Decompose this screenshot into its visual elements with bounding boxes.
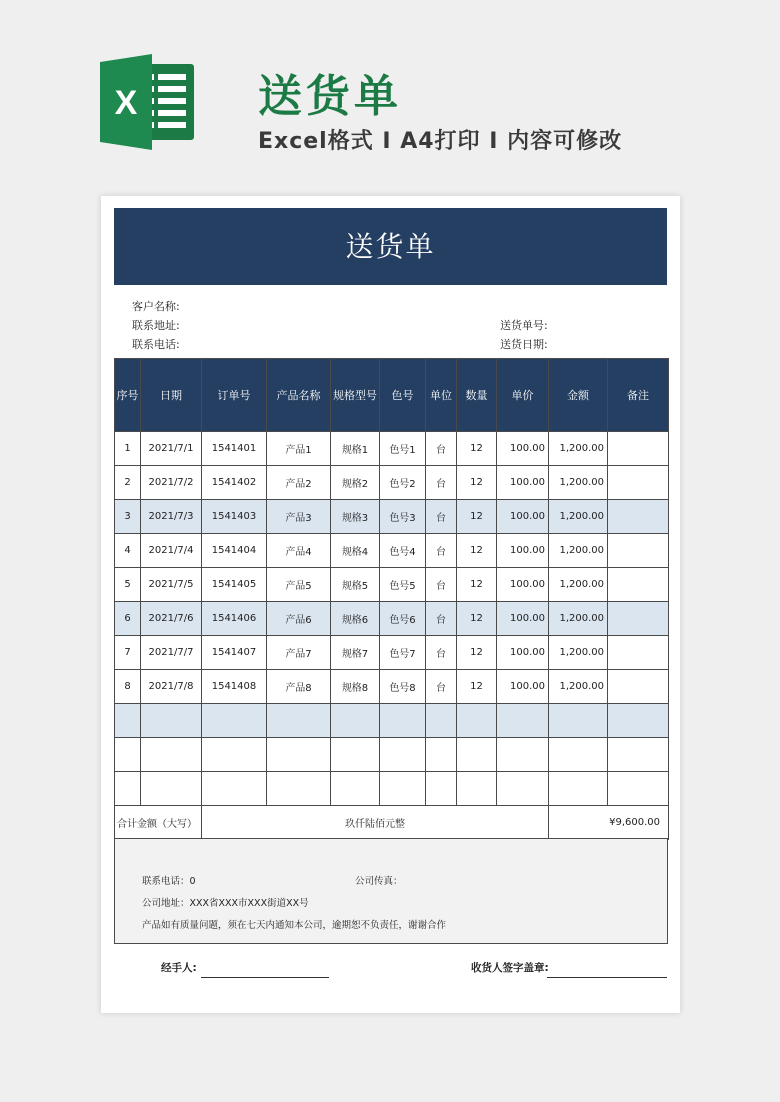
table-cell[interactable]: [608, 466, 669, 500]
table-cell[interactable]: [115, 704, 141, 738]
table-cell[interactable]: 4: [115, 534, 141, 568]
table-cell[interactable]: 1541405: [202, 568, 267, 602]
table-cell[interactable]: 产品1: [267, 432, 331, 466]
table-cell[interactable]: 产品8: [267, 670, 331, 704]
table-cell[interactable]: 规格3: [331, 500, 380, 534]
table-cell[interactable]: [497, 738, 549, 772]
table-cell[interactable]: 2021/7/3: [141, 500, 202, 534]
table-cell[interactable]: [426, 772, 457, 806]
table-cell[interactable]: 1541402: [202, 466, 267, 500]
customer-name-label: 客户名称:: [132, 300, 180, 313]
table-cell[interactable]: 12: [457, 636, 497, 670]
table-cell[interactable]: 5: [115, 568, 141, 602]
table-cell[interactable]: 1,200.00: [549, 670, 608, 704]
table-cell[interactable]: [267, 772, 331, 806]
column-header: 色号: [380, 359, 426, 432]
table-cell[interactable]: [267, 738, 331, 772]
table-cell[interactable]: 12: [457, 602, 497, 636]
table-cell[interactable]: 台: [426, 500, 457, 534]
table-cell[interactable]: 100.00: [497, 500, 549, 534]
table-cell[interactable]: 1541403: [202, 500, 267, 534]
table-cell[interactable]: 产品6: [267, 602, 331, 636]
table-row: [115, 568, 669, 602]
table-cell[interactable]: 100.00: [497, 534, 549, 568]
page-title: 送货单: [258, 71, 402, 122]
table-cell[interactable]: 1541401: [202, 432, 267, 466]
table-row: [115, 738, 669, 772]
table-row: [115, 602, 669, 636]
company-fax: 公司传真：: [355, 876, 403, 887]
table-cell[interactable]: 产品3: [267, 500, 331, 534]
column-header: 数量: [457, 359, 497, 432]
table-cell[interactable]: [380, 704, 426, 738]
table-cell[interactable]: [608, 738, 669, 772]
table-cell[interactable]: [497, 704, 549, 738]
table-cell[interactable]: 1541406: [202, 602, 267, 636]
table-cell[interactable]: [331, 738, 380, 772]
table-cell[interactable]: 3: [115, 500, 141, 534]
column-header: 规格型号: [331, 359, 380, 432]
company-info-box: [114, 838, 668, 944]
table-cell[interactable]: 2021/7/7: [141, 636, 202, 670]
table-cell[interactable]: [608, 568, 669, 602]
table-cell[interactable]: [608, 432, 669, 466]
table-cell[interactable]: [549, 704, 608, 738]
table-cell[interactable]: 台: [426, 670, 457, 704]
table-cell[interactable]: 1541408: [202, 670, 267, 704]
total-in-words: 玖仟陆佰元整: [202, 806, 549, 840]
company-phone: 联系电话：0: [142, 876, 196, 887]
table-cell[interactable]: 1541407: [202, 636, 267, 670]
table-cell[interactable]: 色号8: [380, 670, 426, 704]
table-row: [115, 534, 669, 568]
table-cell[interactable]: 产品2: [267, 466, 331, 500]
table-cell[interactable]: 2: [115, 466, 141, 500]
column-header: 单位: [426, 359, 457, 432]
excel-logo-icon: [100, 54, 198, 150]
table-cell[interactable]: [202, 738, 267, 772]
table-row: [115, 636, 669, 670]
table-cell[interactable]: 100.00: [497, 568, 549, 602]
table-cell[interactable]: 12: [457, 568, 497, 602]
table-cell[interactable]: 规格4: [331, 534, 380, 568]
logo-letter: X: [114, 84, 138, 122]
table-cell[interactable]: [457, 738, 497, 772]
column-header: 产品名称: [267, 359, 331, 432]
column-header: 订单号: [202, 359, 267, 432]
document-sheet: [101, 196, 680, 1013]
table-row: [115, 670, 669, 704]
table-cell[interactable]: 色号3: [380, 500, 426, 534]
page-subtitle: Excel格式 I A4打印 I 内容可修改: [258, 129, 623, 154]
company-address: 公司地址：XXX省XXX市XXX街道XX号: [142, 898, 309, 909]
table-cell[interactable]: 产品5: [267, 568, 331, 602]
table-cell[interactable]: 规格5: [331, 568, 380, 602]
table-cell[interactable]: [426, 704, 457, 738]
table-cell[interactable]: 100.00: [497, 432, 549, 466]
table-cell[interactable]: [608, 534, 669, 568]
phone-label: 联系电话:: [132, 338, 180, 351]
table-cell[interactable]: 色号7: [380, 636, 426, 670]
table-cell[interactable]: 1,200.00: [549, 432, 608, 466]
table-cell[interactable]: [115, 738, 141, 772]
table-cell[interactable]: 规格6: [331, 602, 380, 636]
table-cell[interactable]: [608, 500, 669, 534]
table-cell[interactable]: 12: [457, 500, 497, 534]
table-cell[interactable]: 色号6: [380, 602, 426, 636]
table-cell[interactable]: 1,200.00: [549, 500, 608, 534]
table-cell[interactable]: [380, 738, 426, 772]
column-header: 备注: [608, 359, 669, 432]
table-row: [115, 704, 669, 738]
table-cell[interactable]: 2021/7/5: [141, 568, 202, 602]
table-cell[interactable]: 规格2: [331, 466, 380, 500]
total-row: [115, 806, 669, 840]
order-no-label: 送货单号:: [500, 319, 548, 332]
table-row: [115, 466, 669, 500]
table-header-row: [115, 359, 669, 432]
address-label: 联系地址:: [132, 319, 180, 332]
table-cell[interactable]: 1,200.00: [549, 602, 608, 636]
table-cell[interactable]: 8: [115, 670, 141, 704]
table-cell[interactable]: 台: [426, 534, 457, 568]
table-cell[interactable]: [141, 704, 202, 738]
column-header: 日期: [141, 359, 202, 432]
receiver-label: 收货人签字盖章:: [471, 962, 549, 974]
table-cell[interactable]: [267, 704, 331, 738]
table-cell[interactable]: 6: [115, 602, 141, 636]
table-cell[interactable]: 产品7: [267, 636, 331, 670]
table-cell[interactable]: 100.00: [497, 466, 549, 500]
table-cell[interactable]: 1,200.00: [549, 534, 608, 568]
table-cell[interactable]: 色号1: [380, 432, 426, 466]
table-cell[interactable]: [426, 738, 457, 772]
table-cell[interactable]: [141, 738, 202, 772]
table-cell[interactable]: 1,200.00: [549, 568, 608, 602]
table-cell[interactable]: [115, 772, 141, 806]
table-cell[interactable]: 色号4: [380, 534, 426, 568]
sheet-banner-title: 送货单: [114, 208, 667, 285]
table-cell[interactable]: [457, 772, 497, 806]
column-header: 序号: [115, 359, 141, 432]
table-cell[interactable]: [549, 738, 608, 772]
table-cell[interactable]: 产品4: [267, 534, 331, 568]
column-header: 金额: [549, 359, 608, 432]
table-cell[interactable]: 1541404: [202, 534, 267, 568]
table-cell[interactable]: [380, 772, 426, 806]
table-cell[interactable]: 2021/7/1: [141, 432, 202, 466]
table-cell[interactable]: 台: [426, 602, 457, 636]
table-cell[interactable]: 7: [115, 636, 141, 670]
goods-table: [114, 358, 669, 840]
table-cell[interactable]: [549, 772, 608, 806]
table-row: [115, 500, 669, 534]
table-cell[interactable]: 台: [426, 466, 457, 500]
table-cell[interactable]: [141, 772, 202, 806]
table-cell[interactable]: [608, 670, 669, 704]
table-cell[interactable]: [608, 602, 669, 636]
table-cell[interactable]: 台: [426, 568, 457, 602]
table-cell[interactable]: [608, 772, 669, 806]
table-cell[interactable]: 2021/7/4: [141, 534, 202, 568]
table-row: [115, 432, 669, 466]
table-cell[interactable]: 12: [457, 432, 497, 466]
table-cell[interactable]: 100.00: [497, 636, 549, 670]
table-cell[interactable]: 台: [426, 636, 457, 670]
table-cell[interactable]: 1,200.00: [549, 466, 608, 500]
table-cell[interactable]: 100.00: [497, 670, 549, 704]
table-cell[interactable]: 色号5: [380, 568, 426, 602]
table-row: [115, 772, 669, 806]
table-cell[interactable]: 12: [457, 534, 497, 568]
total-amount: ¥9,600.00: [549, 806, 669, 840]
table-cell[interactable]: 1,200.00: [549, 636, 608, 670]
table-cell[interactable]: 色号2: [380, 466, 426, 500]
table-cell[interactable]: 台: [426, 432, 457, 466]
table-cell[interactable]: 2021/7/8: [141, 670, 202, 704]
quality-notice: 产品如有质量问题，须在七天内通知本公司，逾期恕不负责任，谢谢合作: [142, 920, 447, 931]
table-cell[interactable]: [457, 704, 497, 738]
table-cell[interactable]: 1: [115, 432, 141, 466]
table-cell[interactable]: 规格8: [331, 670, 380, 704]
table-cell[interactable]: 12: [457, 466, 497, 500]
table-cell[interactable]: [202, 704, 267, 738]
table-cell[interactable]: 规格7: [331, 636, 380, 670]
handler-label: 经手人:: [161, 962, 197, 974]
table-cell[interactable]: [608, 704, 669, 738]
total-label: 合计金额（大写）: [115, 806, 202, 840]
table-cell[interactable]: 12: [457, 670, 497, 704]
column-header: 单价: [497, 359, 549, 432]
receiver-signature-line[interactable]: [547, 977, 667, 978]
table-cell[interactable]: [331, 704, 380, 738]
delivery-date-label: 送货日期:: [500, 338, 548, 351]
table-cell[interactable]: [331, 772, 380, 806]
table-cell[interactable]: [497, 772, 549, 806]
table-cell[interactable]: 2021/7/2: [141, 466, 202, 500]
table-cell[interactable]: 2021/7/6: [141, 602, 202, 636]
table-cell[interactable]: 规格1: [331, 432, 380, 466]
table-cell[interactable]: [202, 772, 267, 806]
handler-signature-line[interactable]: [201, 977, 329, 978]
table-cell[interactable]: 100.00: [497, 602, 549, 636]
table-cell[interactable]: [608, 636, 669, 670]
